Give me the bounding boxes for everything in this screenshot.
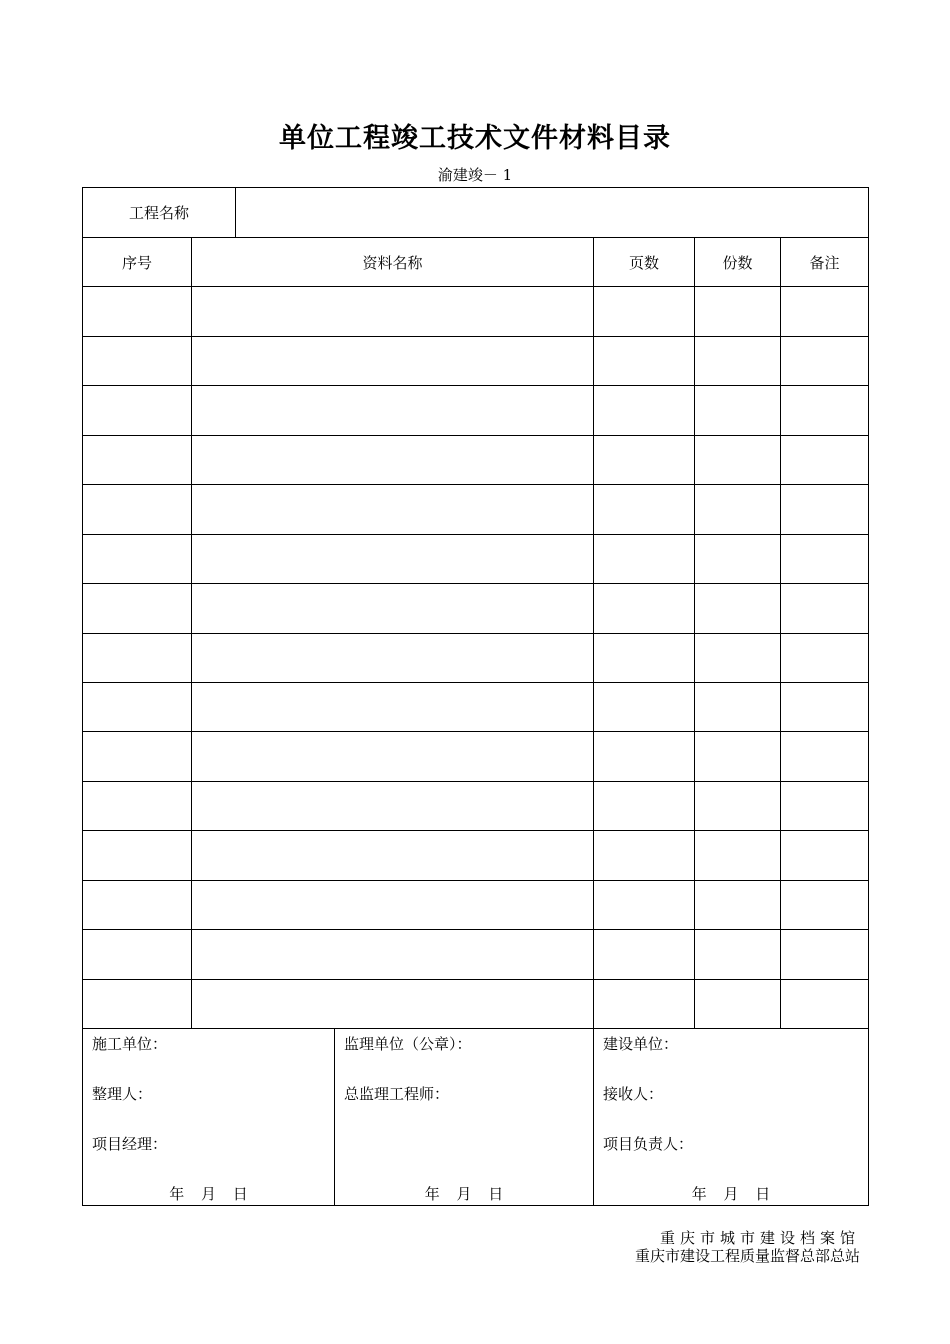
table-row-8-cell-document-name[interactable] [192,634,594,683]
table-row-14-cell-index[interactable] [83,930,192,979]
table-row-3-cell-remarks[interactable] [781,386,868,435]
table-row-13-cell-pages[interactable] [594,881,695,930]
table-row-2-cell-copies[interactable] [695,337,781,386]
signature-date: 年 月 日 [424,1185,504,1203]
signature-block-owner [594,1029,868,1205]
project-name-row [83,188,868,238]
table-row-11-cell-document-name[interactable] [192,782,594,831]
table-row-5-cell-pages[interactable] [594,485,695,534]
table-row-3-cell-pages[interactable] [594,386,695,435]
table-row-12-cell-pages[interactable] [594,831,695,880]
table-row-1-cell-index[interactable] [83,287,192,336]
table-row-3-cell-document-name[interactable] [192,386,594,435]
header-cell-remarks: 备注 [781,238,868,287]
signature-line-label: 施工单位： [92,1035,168,1053]
table-row-10-cell-remarks[interactable] [781,732,868,781]
table-row-1-cell-remarks[interactable] [781,287,868,336]
table-row-15-cell-pages[interactable] [594,980,695,1029]
table-row-6-cell-document-name[interactable] [192,535,594,584]
signature-line-label: 接收人： [603,1085,664,1103]
signature-block-supervisor [335,1029,594,1205]
table-row-3-cell-index[interactable] [83,386,192,435]
table-row-2-cell-remarks[interactable] [781,337,868,386]
table-row-6-cell-remarks[interactable] [781,535,868,584]
catalog-table [83,238,868,1029]
table-row-6-cell-index[interactable] [83,535,192,584]
table-row-9-cell-pages[interactable] [594,683,695,732]
table-row-15-cell-document-name[interactable] [192,980,594,1029]
table-row-5-cell-document-name[interactable] [192,485,594,534]
table-row-10-cell-copies[interactable] [695,732,781,781]
signature-line-label: 建设单位： [603,1035,679,1053]
table-row-5-cell-remarks[interactable] [781,485,868,534]
table-row-14-cell-remarks[interactable] [781,930,868,979]
catalog-form [82,187,869,1206]
table-row-2-cell-index[interactable] [83,337,192,386]
table-row-5-cell-copies[interactable] [695,485,781,534]
document-title: 单位工程竣工技术文件材料目录 [279,123,671,154]
table-row-1-cell-copies[interactable] [695,287,781,336]
table-row-9-cell-index[interactable] [83,683,192,732]
table-row-13-cell-copies[interactable] [695,881,781,930]
table-row-11-cell-pages[interactable] [594,782,695,831]
table-row-11-cell-index[interactable] [83,782,192,831]
table-row-8-cell-index[interactable] [83,634,192,683]
table-row-3-cell-copies[interactable] [695,386,781,435]
header-cell-index: 序号 [83,238,192,287]
table-row-15-cell-copies[interactable] [695,980,781,1029]
table-row-1-cell-document-name[interactable] [192,287,594,336]
table-row-6-cell-copies[interactable] [695,535,781,584]
table-row-9-cell-remarks[interactable] [781,683,868,732]
table-row-12-cell-remarks[interactable] [781,831,868,880]
table-row-9-cell-document-name[interactable] [192,683,594,732]
table-row-4-cell-document-name[interactable] [192,436,594,485]
table-row-2-cell-document-name[interactable] [192,337,594,386]
header-cell-document-name: 资料名称 [192,238,594,287]
table-row-15-cell-remarks[interactable] [781,980,868,1029]
table-row-4-cell-pages[interactable] [594,436,695,485]
table-row-10-cell-index[interactable] [83,732,192,781]
table-row-11-cell-copies[interactable] [695,782,781,831]
table-row-4-cell-copies[interactable] [695,436,781,485]
table-row-9-cell-copies[interactable] [695,683,781,732]
table-row-12-cell-copies[interactable] [695,831,781,880]
signature-block-contractor [83,1029,335,1205]
signature-line-label: 监理单位（公章）： [344,1035,472,1053]
table-row-14-cell-copies[interactable] [695,930,781,979]
header-cell-copies: 份数 [695,238,781,287]
table-row-11-cell-remarks[interactable] [781,782,868,831]
signature-line-label: 项目负责人： [603,1135,694,1153]
signature-date: 年 月 日 [169,1185,248,1203]
table-row-8-cell-pages[interactable] [594,634,695,683]
table-row-7-cell-index[interactable] [83,584,192,633]
table-row-7-cell-remarks[interactable] [781,584,868,633]
table-row-13-cell-document-name[interactable] [192,881,594,930]
table-row-14-cell-pages[interactable] [594,930,695,979]
table-row-1-cell-pages[interactable] [594,287,695,336]
issuer-quality-station: 重庆市建设工程质量监督总部总站 [634,1247,860,1265]
project-name-label: 工程名称 [83,188,236,237]
table-row-7-cell-copies[interactable] [695,584,781,633]
issuer-archive: 重庆市城市建设档案馆 [659,1229,860,1247]
header-cell-pages: 页数 [594,238,695,287]
table-row-13-cell-remarks[interactable] [781,881,868,930]
signature-line-label: 整理人： [92,1085,153,1103]
table-row-4-cell-index[interactable] [83,436,192,485]
signature-line-label: 项目经理： [92,1135,168,1153]
table-row-14-cell-document-name[interactable] [192,930,594,979]
table-row-8-cell-remarks[interactable] [781,634,868,683]
table-row-15-cell-index[interactable] [83,980,192,1029]
table-row-7-cell-document-name[interactable] [192,584,594,633]
table-row-2-cell-pages[interactable] [594,337,695,386]
table-row-4-cell-remarks[interactable] [781,436,868,485]
table-row-10-cell-pages[interactable] [594,732,695,781]
table-row-12-cell-index[interactable] [83,831,192,880]
table-row-6-cell-pages[interactable] [594,535,695,584]
table-row-10-cell-document-name[interactable] [192,732,594,781]
table-row-13-cell-index[interactable] [83,881,192,930]
table-row-7-cell-pages[interactable] [594,584,695,633]
signature-date: 年 月 日 [691,1185,771,1203]
table-row-12-cell-document-name[interactable] [192,831,594,880]
signature-line-label: 总监理工程师： [344,1085,450,1103]
signature-section [83,1029,868,1205]
table-row-8-cell-copies[interactable] [695,634,781,683]
table-row-5-cell-index[interactable] [83,485,192,534]
form-code: 渝建竣－ 1 [437,166,513,184]
project-name-field[interactable] [236,188,868,237]
